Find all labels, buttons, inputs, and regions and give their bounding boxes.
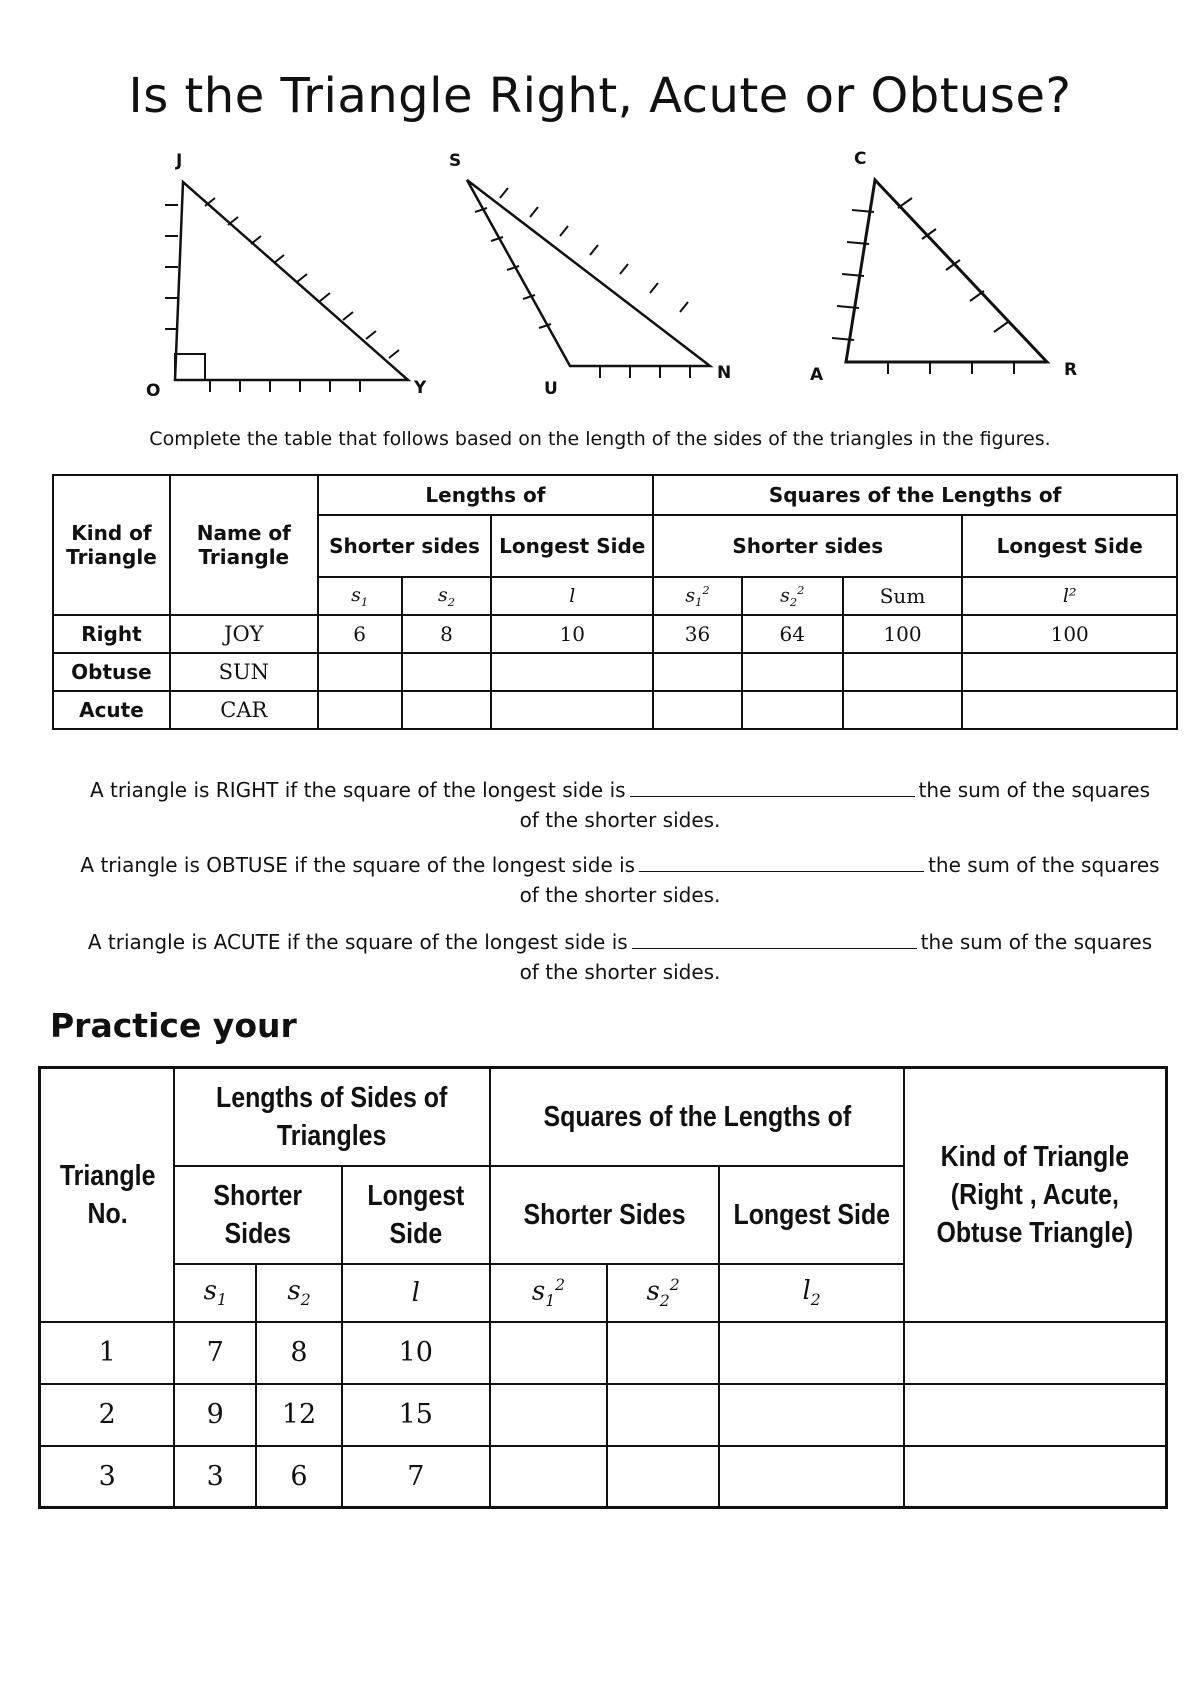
s2-squared-cell[interactable] <box>607 1446 719 1508</box>
statement-acute-after: the sum of the squares of the shorter sides. <box>519 930 1153 984</box>
name-cell: SUN <box>170 653 318 691</box>
name-cell: JOY <box>170 615 318 653</box>
name-cell: CAR <box>170 691 318 729</box>
triangle-no-cell: 1 <box>40 1322 175 1384</box>
s1-squared-cell[interactable] <box>653 691 742 729</box>
header-s2-squared: $s_2^2$ <box>607 1264 719 1322</box>
s1-squared-cell[interactable] <box>490 1446 608 1508</box>
s1-cell: 7 <box>174 1322 256 1384</box>
header-shorter-sides: Shorter Sides <box>186 1166 330 1264</box>
table-row <box>53 615 1177 653</box>
s2-cell: 12 <box>256 1384 342 1446</box>
s2-cell[interactable]: 8 <box>402 615 492 653</box>
s1-cell[interactable] <box>318 653 402 691</box>
header-l: l <box>491 577 653 615</box>
s1-squared-cell[interactable] <box>490 1384 608 1446</box>
vertex-label-n: N <box>717 363 732 383</box>
kind-cell: Right <box>53 615 170 653</box>
header-longest-side: Longest Side <box>491 515 653 577</box>
s1-squared-cell[interactable] <box>490 1322 608 1384</box>
l-squared-cell[interactable]: 100 <box>962 615 1177 653</box>
worksheet-title: Is the Triangle Right, Acute or Obtuse? <box>128 68 1072 124</box>
kind-cell[interactable] <box>904 1322 1166 1384</box>
triangle-joy-figure <box>165 182 408 392</box>
vertex-label-u: U <box>544 379 558 399</box>
practice-table <box>38 1066 1168 1509</box>
statement-right-after: the sum of the squares of the shorter sides. <box>519 778 1151 832</box>
header-l2: $l_2$ <box>719 1264 905 1322</box>
l-cell[interactable] <box>491 691 653 729</box>
l-squared-cell[interactable] <box>962 653 1177 691</box>
triangle-no-cell: 3 <box>40 1446 175 1508</box>
sum-cell[interactable] <box>843 653 963 691</box>
statement-obtuse-before: A triangle is OBTUSE if the square of the longest side is <box>80 853 636 877</box>
s2-cell: 6 <box>256 1446 342 1508</box>
header-s1-squared: $s_1^2$ <box>490 1264 608 1322</box>
triangle-no-cell: 2 <box>40 1384 175 1446</box>
header-lengths-of-sides: Lengths of Sides of Triangles <box>196 1068 467 1166</box>
vertex-label-c: C <box>854 149 867 169</box>
l-cell: 10 <box>342 1322 490 1384</box>
header-s1: $s_1$ <box>174 1264 256 1322</box>
triangle-figures <box>0 140 1200 410</box>
l-squared-cell[interactable] <box>962 691 1177 729</box>
s1-squared-cell[interactable]: 36 <box>653 615 742 653</box>
answer-blank-obtuse[interactable] <box>639 851 924 872</box>
header-longest-side-squared: Longest Side <box>962 515 1177 577</box>
table-row <box>40 1384 1167 1446</box>
answer-blank-right[interactable] <box>630 776 915 797</box>
vertex-label-r: R <box>1064 360 1078 380</box>
header-shorter-sides: Shorter sides <box>318 515 492 577</box>
header-s1: $s_1$ <box>318 577 402 615</box>
l-cell: 7 <box>342 1446 490 1508</box>
s1-squared-cell[interactable] <box>653 653 742 691</box>
statement-obtuse-after: the sum of the squares of the shorter sides. <box>519 853 1160 907</box>
header-s2: $s_2$ <box>256 1264 342 1322</box>
s1-cell[interactable] <box>318 691 402 729</box>
l2-cell[interactable] <box>719 1446 905 1508</box>
s2-cell: 8 <box>256 1322 342 1384</box>
kind-cell[interactable] <box>904 1384 1166 1446</box>
statement-acute <box>80 927 1160 987</box>
s2-cell[interactable] <box>402 653 492 691</box>
l2-cell[interactable] <box>719 1322 905 1384</box>
l-cell[interactable] <box>491 653 653 691</box>
table-row <box>53 691 1177 729</box>
header-longest-side-squared: Longest Side <box>732 1166 892 1264</box>
header-shorter-sides-squared: Shorter sides <box>653 515 962 577</box>
vertex-label-o: O <box>146 381 161 401</box>
kind-cell: Obtuse <box>53 653 170 691</box>
header-sum: Sum <box>843 577 963 615</box>
header-s1-squared: $s_1^2$ <box>653 577 742 615</box>
practice-heading: Practice your <box>50 1006 297 1045</box>
vertex-label-j: J <box>176 151 183 171</box>
l-cell[interactable]: 10 <box>491 615 653 653</box>
s1-cell: 3 <box>174 1446 256 1508</box>
s2-squared-cell[interactable] <box>607 1384 719 1446</box>
header-l: l <box>342 1264 490 1322</box>
header-s2-squared: $s_2^2$ <box>742 577 843 615</box>
header-lengths-of: Lengths of <box>318 475 653 515</box>
header-squares-of: Squares of the Lengths of <box>519 1068 876 1166</box>
triangle-classification-table <box>52 474 1178 730</box>
triangle-car-figure <box>832 180 1047 374</box>
header-triangle-no: Triangle No. <box>49 1068 165 1322</box>
header-kind: Kind of Triangle <box>53 475 170 615</box>
table-row <box>40 1446 1167 1508</box>
statement-right-before: A triangle is RIGHT if the square of the longest side is <box>89 778 626 802</box>
s1-cell[interactable]: 6 <box>318 615 402 653</box>
header-s2: $s_2$ <box>402 577 492 615</box>
table-row <box>53 653 1177 691</box>
l-cell: 15 <box>342 1384 490 1446</box>
header-longest-side: Longest Side <box>352 1166 479 1264</box>
header-shorter-sides-squared: Shorter Sides <box>506 1166 703 1264</box>
header-squares-of: Squares of the Lengths of <box>653 475 1177 515</box>
answer-blank-acute[interactable] <box>632 928 917 949</box>
s2-squared-cell[interactable] <box>607 1322 719 1384</box>
s2-squared-cell[interactable]: 64 <box>742 615 843 653</box>
vertex-label-s: S <box>449 151 462 171</box>
statement-acute-before: A triangle is ACUTE if the square of the longest side is <box>87 930 628 954</box>
header-l-squared: l² <box>962 577 1177 615</box>
s2-squared-cell[interactable] <box>742 691 843 729</box>
header-name: Name of Triangle <box>170 475 318 615</box>
vertex-label-y: Y <box>414 378 427 398</box>
triangle-sun-figure <box>467 180 710 378</box>
statement-right <box>80 775 1160 835</box>
l2-cell[interactable] <box>719 1384 905 1446</box>
statement-obtuse <box>80 850 1160 910</box>
table-row <box>40 1322 1167 1384</box>
s2-squared-cell[interactable] <box>742 653 843 691</box>
kind-cell[interactable] <box>904 1446 1166 1508</box>
s1-cell: 9 <box>174 1384 256 1446</box>
instructions-text: Complete the table that follows based on the length of the sides of the triangles in the figures. <box>149 428 1051 450</box>
kind-cell: Acute <box>53 691 170 729</box>
header-kind-of-triangle: Kind of Triangle (Right , Acute, Obtuse Triangle) <box>923 1068 1148 1322</box>
vertex-label-a: A <box>810 365 824 385</box>
sum-cell[interactable]: 100 <box>843 615 963 653</box>
s2-cell[interactable] <box>402 691 492 729</box>
sum-cell[interactable] <box>843 691 963 729</box>
